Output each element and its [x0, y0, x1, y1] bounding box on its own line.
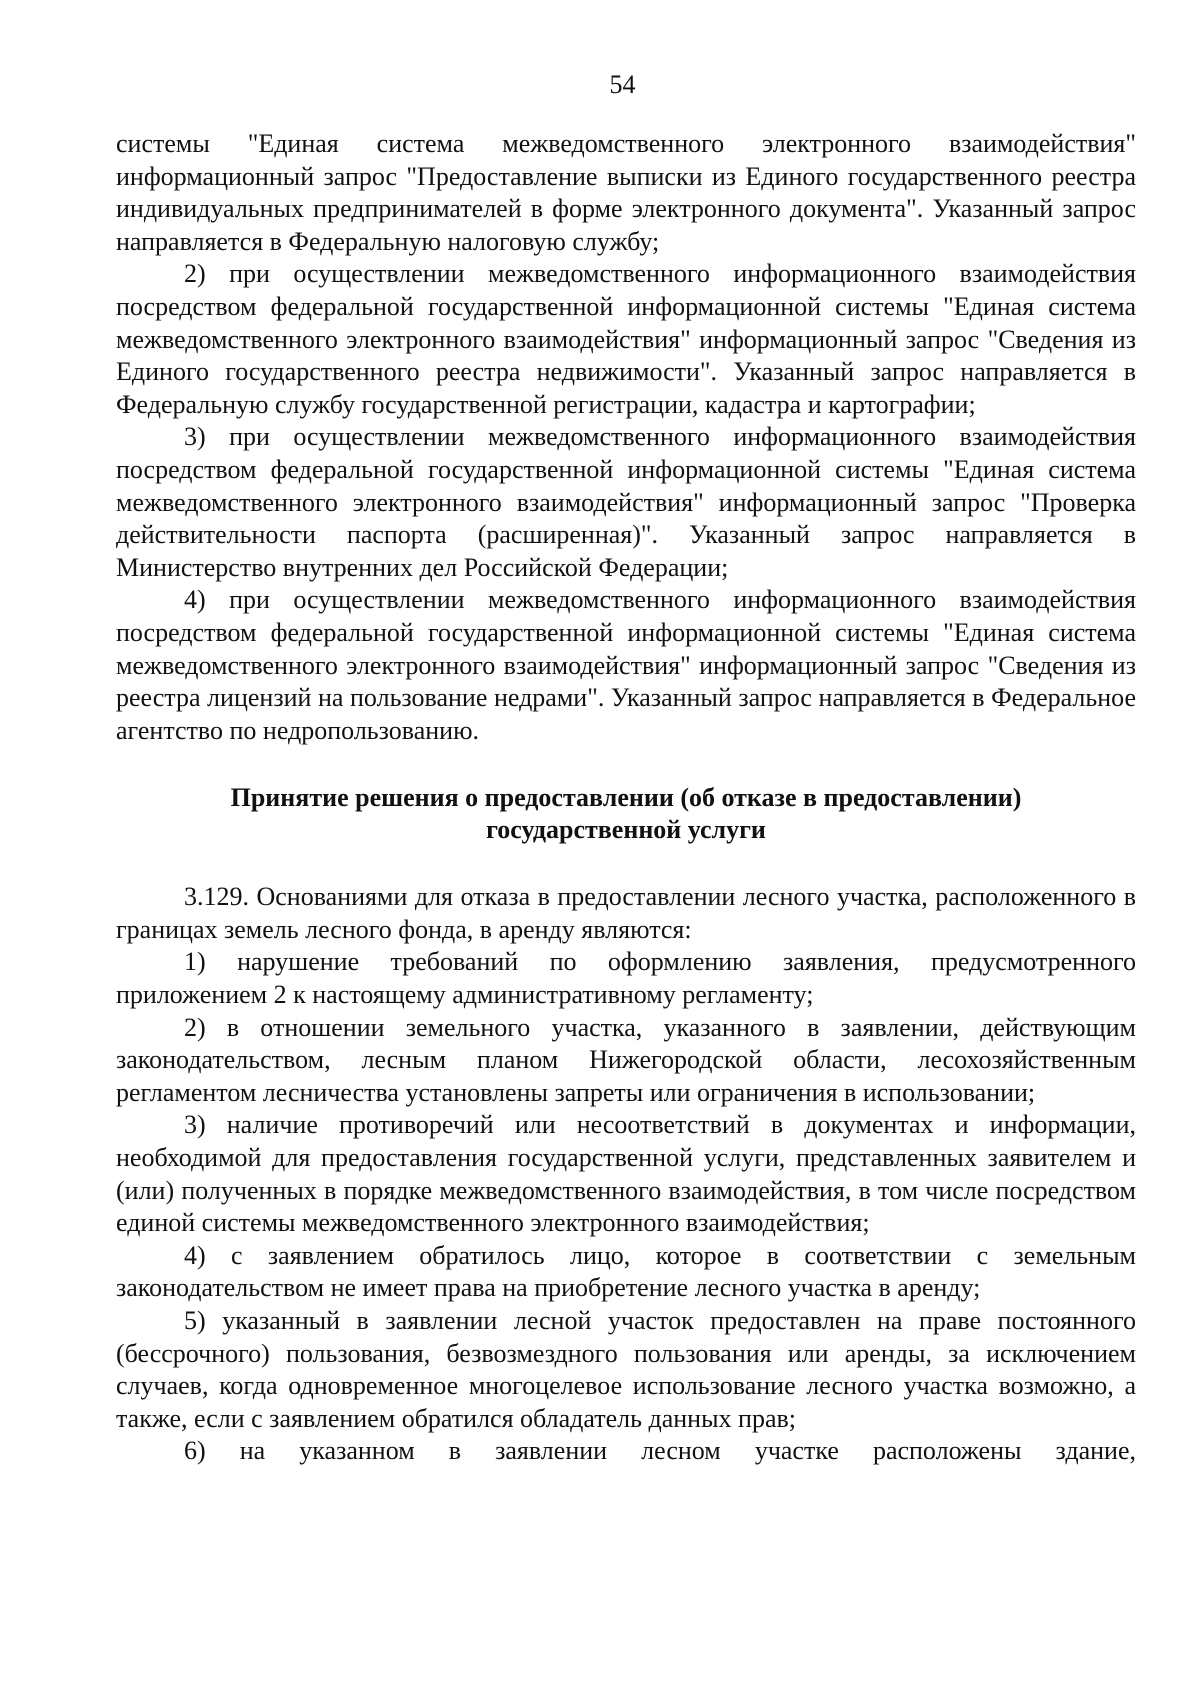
paragraph-ground-4: 4) с заявлением обратилось лицо, которое в соответствии с земельным законодательством не имеет права на приобретение лесного участка в аренду; [116, 1240, 1136, 1303]
paragraph-ground-5: 5) указанный в заявлении лесной участок предоставлен на праве постоянного (бессрочного) пользования, безвозмездного пользования или аренды, за исключением случаев, когда одновременное многоцелевое использование лесного участка возможно, а также, если с заявлением обратился обладатель данных прав; [116, 1306, 1136, 1433]
paragraph-ground-3: 3) наличие противоречий или несоответствий в документах и информации, необходимой для предоставления государственной услуги, представленных заявителем и (или) полученных в порядке межведомственного взаимодействия, в том числе посредством единой системы межведомственного электронного взаимодействия; [116, 1110, 1136, 1238]
paragraph-item-3: 3) при осуществлении межведомственного информационного взаимодействия посредством федеральной государственной информационной системы "Единая система межведомственного электронного взаимодействия" информационный запрос "Проверка действительности паспорта (расширенная)". Указанный запрос направляется в Министерство внутренних дел Российской Федерации; [116, 422, 1136, 582]
section-heading-line-2: государственной услуги [486, 815, 766, 845]
page-number: 54 [609, 70, 636, 99]
section-heading [116, 782, 1136, 846]
paragraph-ground-2: 2) в отношении земельного участка, указанного в заявлении, действующим законодательством, лесным планом Нижегородской области, лесохозяйственным регламентом лесничества установлены запреты или ограничения в использовании; [116, 1012, 1136, 1107]
paragraph-ground-6: 6) на указанном в заявлении лесном участке расположены здание, [184, 1436, 1136, 1466]
paragraph-item-4: 4) при осуществлении межведомственного информационного взаимодействия посредством федеральной государственной информационной системы "Единая система межведомственного электронного взаимодействия" информационный запрос "Сведения из реестра лицензий на пользование недрами". Указанный запрос направляется в Федеральное агентство по недропользованию. [116, 585, 1136, 745]
paragraph-3-129: 3.129. Основаниями для отказа в предоставлении лесного участка, расположенного в границах земель лесного фонда, в аренду являются: [116, 882, 1136, 944]
paragraph-continuation: системы "Единая система межведомственного электронного взаимодействия" информационный запрос "Предоставление выписки из Единого государственного реестра индивидуальных предпринимателей в форме электронного документа". Указанный запрос направляется в Федеральную налоговую службу; [116, 129, 1136, 256]
section-heading-line-1: Принятие решения о предоставлении (об отказе в предоставлении) [230, 783, 1022, 813]
paragraph-ground-1: 1) нарушение требований по оформлению заявления, предусмотренного приложением 2 к настоящему административному регламенту; [116, 947, 1136, 1010]
document-body [116, 128, 1136, 1468]
paragraph-item-2: 2) при осуществлении межведомственного информационного взаимодействия посредством федеральной государственной информационной системы "Единая система межведомственного электронного взаимодействия" информационный запрос "Сведения из Единого государственного реестра недвижимости". Указанный запрос направляется в Федеральную службу государственной регистрации, кадастра и картографии; [116, 259, 1136, 419]
